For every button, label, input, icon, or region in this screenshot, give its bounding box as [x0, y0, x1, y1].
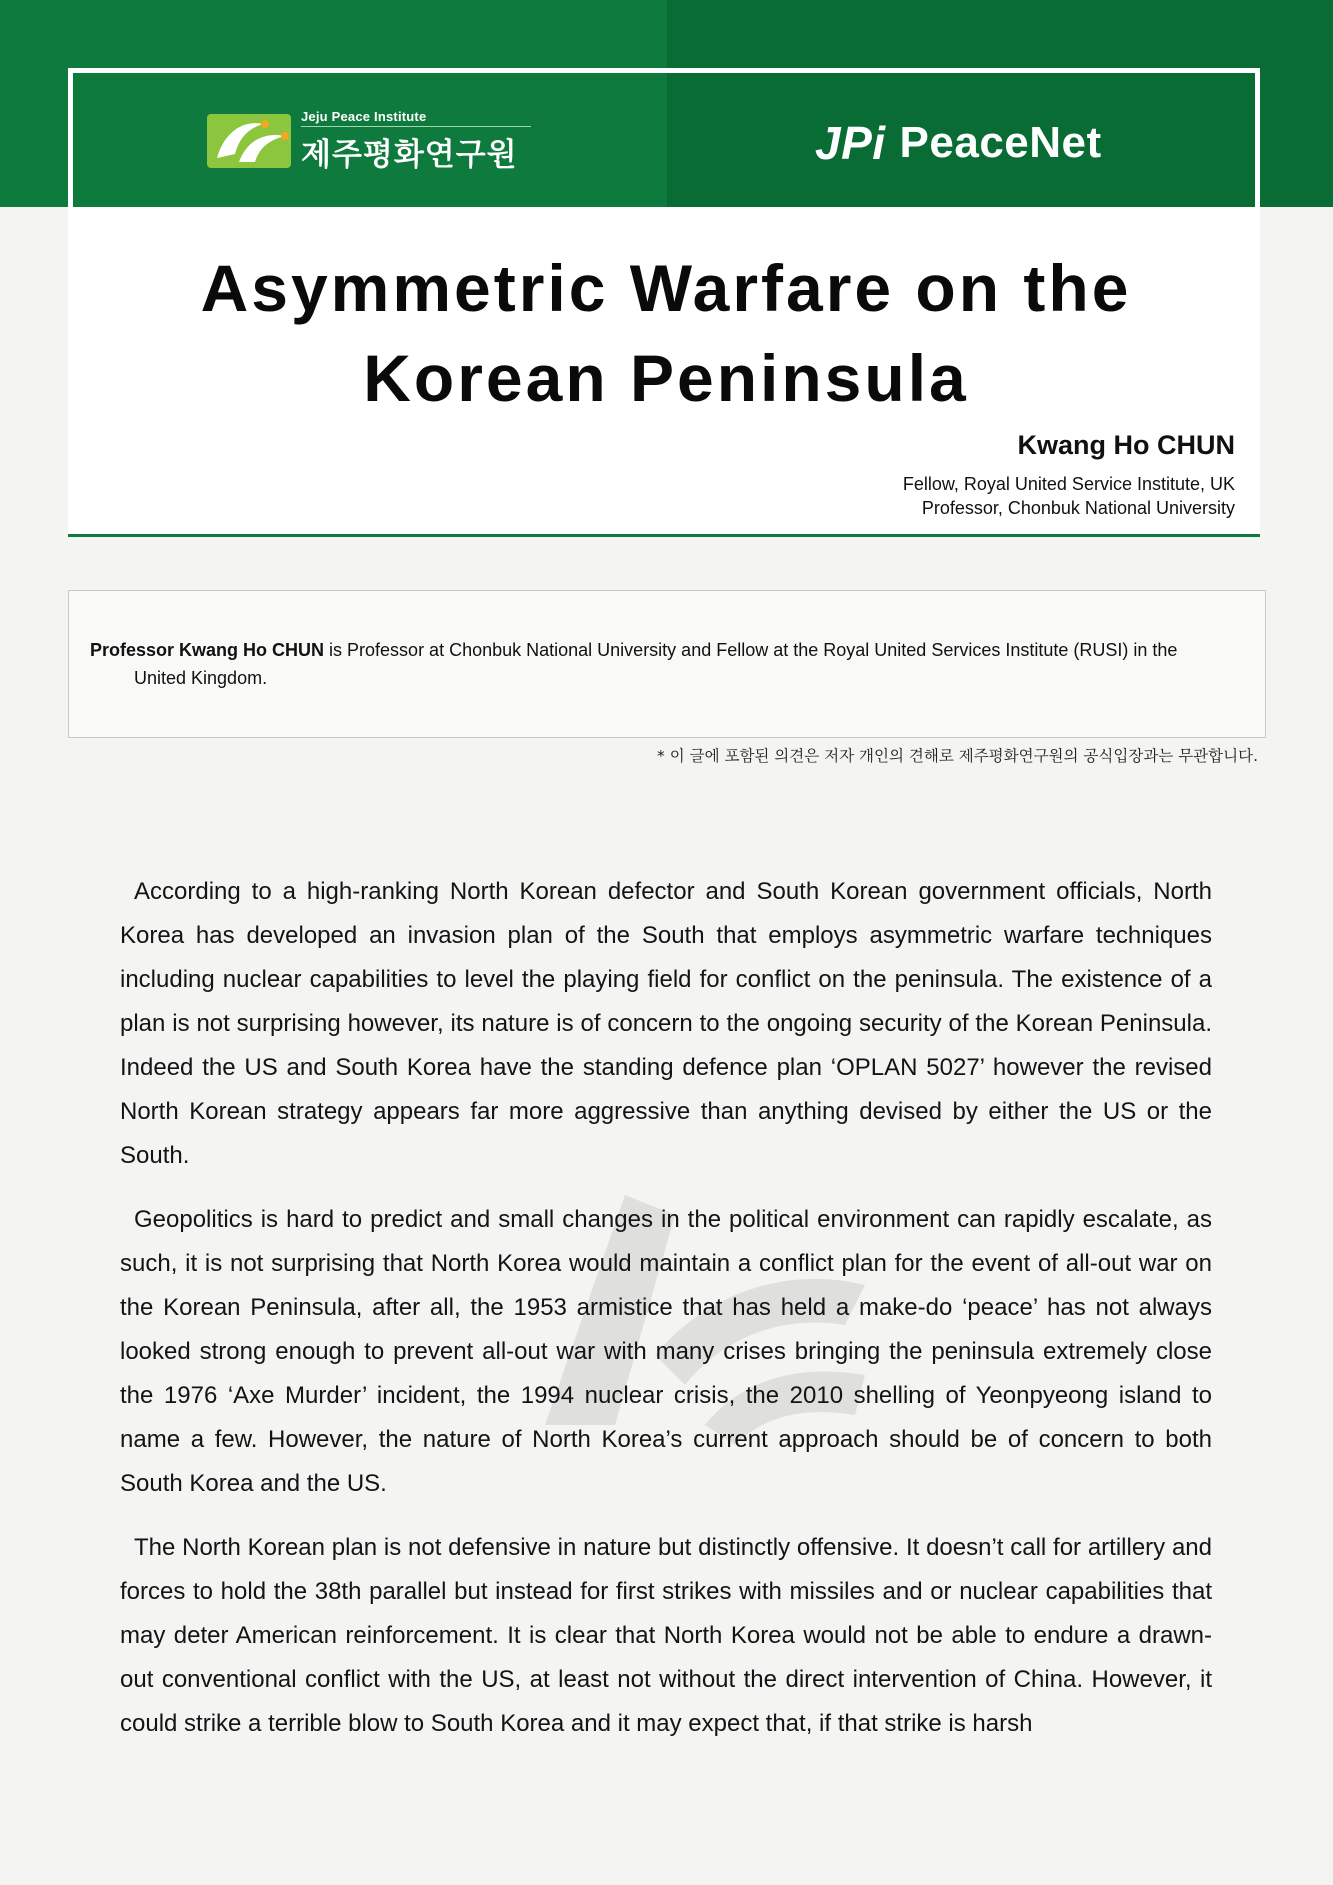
disclaimer: * 이 글에 포함된 의견은 저자 개인의 견해로 제주평화연구원의 공식입장과는 무관합니다. [657, 747, 1258, 765]
jpi-mark: JPi [815, 117, 886, 169]
author-affiliations [903, 472, 1235, 520]
paragraph-3: The North Korean plan is not defensive in nature but distinctly offensive. It doesn’t call for artillery and forces to hold the 38th parallel but instead for first strikes with missiles and or nuclear capabilities that may deter American reinforcement. It is clear that North Korea would not be able to endure a drawn-out conventional conflict with the US, at least not without the direct intervention of China. However, it could strike a terrible blow to South Korea and it may expect that, if that strike is harsh [120, 1534, 1212, 1737]
peacenet-name: PeaceNet [899, 118, 1102, 167]
affiliation-1: Fellow, Royal United Service Institute, UK [902, 474, 1235, 494]
affiliation-2: Professor, Chonbuk National University [921, 498, 1235, 518]
bio-line-2: United Kingdom. [134, 668, 268, 688]
jeju-peace-institute-logo [205, 108, 531, 174]
bio-line-1: is Professor at Chonbuk National University and Fellow at the Royal United Services Institute (RUSI) in the [324, 640, 1178, 660]
page-title [120, 243, 1212, 423]
dove-logo-icon [205, 110, 293, 172]
org-korean-name: 제주평화연구원 [301, 136, 518, 173]
peacenet-logo [815, 116, 1102, 170]
paragraph-2: Geopolitics is hard to predict and small changes in the political environment can rapidly escalate, as such, it is not surprising that North Korea would maintain a conflict plan for the event of all-out war on the Korean Peninsula, after all, the 1953 armistice that has held a make-do ‘peace’ has not always looked strong enough to prevent all-out war with many crises bringing the peninsula extremely close the 1976 ‘Axe Murder’ incident, the 1994 nuclear crisis, the 2010 shelling of Yeonpyeong island to name a few. However, the nature of North Korea’s current approach should be of concern to both South Korea and the US. [120, 1206, 1212, 1497]
paragraph-1: According to a high-ranking North Korean defector and South Korean government officials, North Korea has developed an invasion plan of the South that employs asymmetric warfare techniques including nuclear capabilities to level the playing field for conflict on the peninsula. The existence of a plan is not surprising however, its nature is of concern to the ongoing security of the Korean Peninsula. Indeed the US and South Korea have the standing defence plan ‘OPLAN 5027’ however the revised North Korean strategy appears far more aggressive than anything devised by either the US or the South. [120, 878, 1212, 1169]
article-body [120, 870, 1212, 1766]
title-line-2: Korean Peninsula [363, 341, 969, 415]
author-bio [90, 636, 1240, 692]
bio-author-name: Professor Kwang Ho CHUN [90, 640, 325, 660]
title-line-1: Asymmetric Warfare on the [200, 251, 1132, 325]
org-english-name: Jeju Peace Institute [301, 109, 531, 127]
author-name: Kwang Ho CHUN [1017, 430, 1235, 460]
